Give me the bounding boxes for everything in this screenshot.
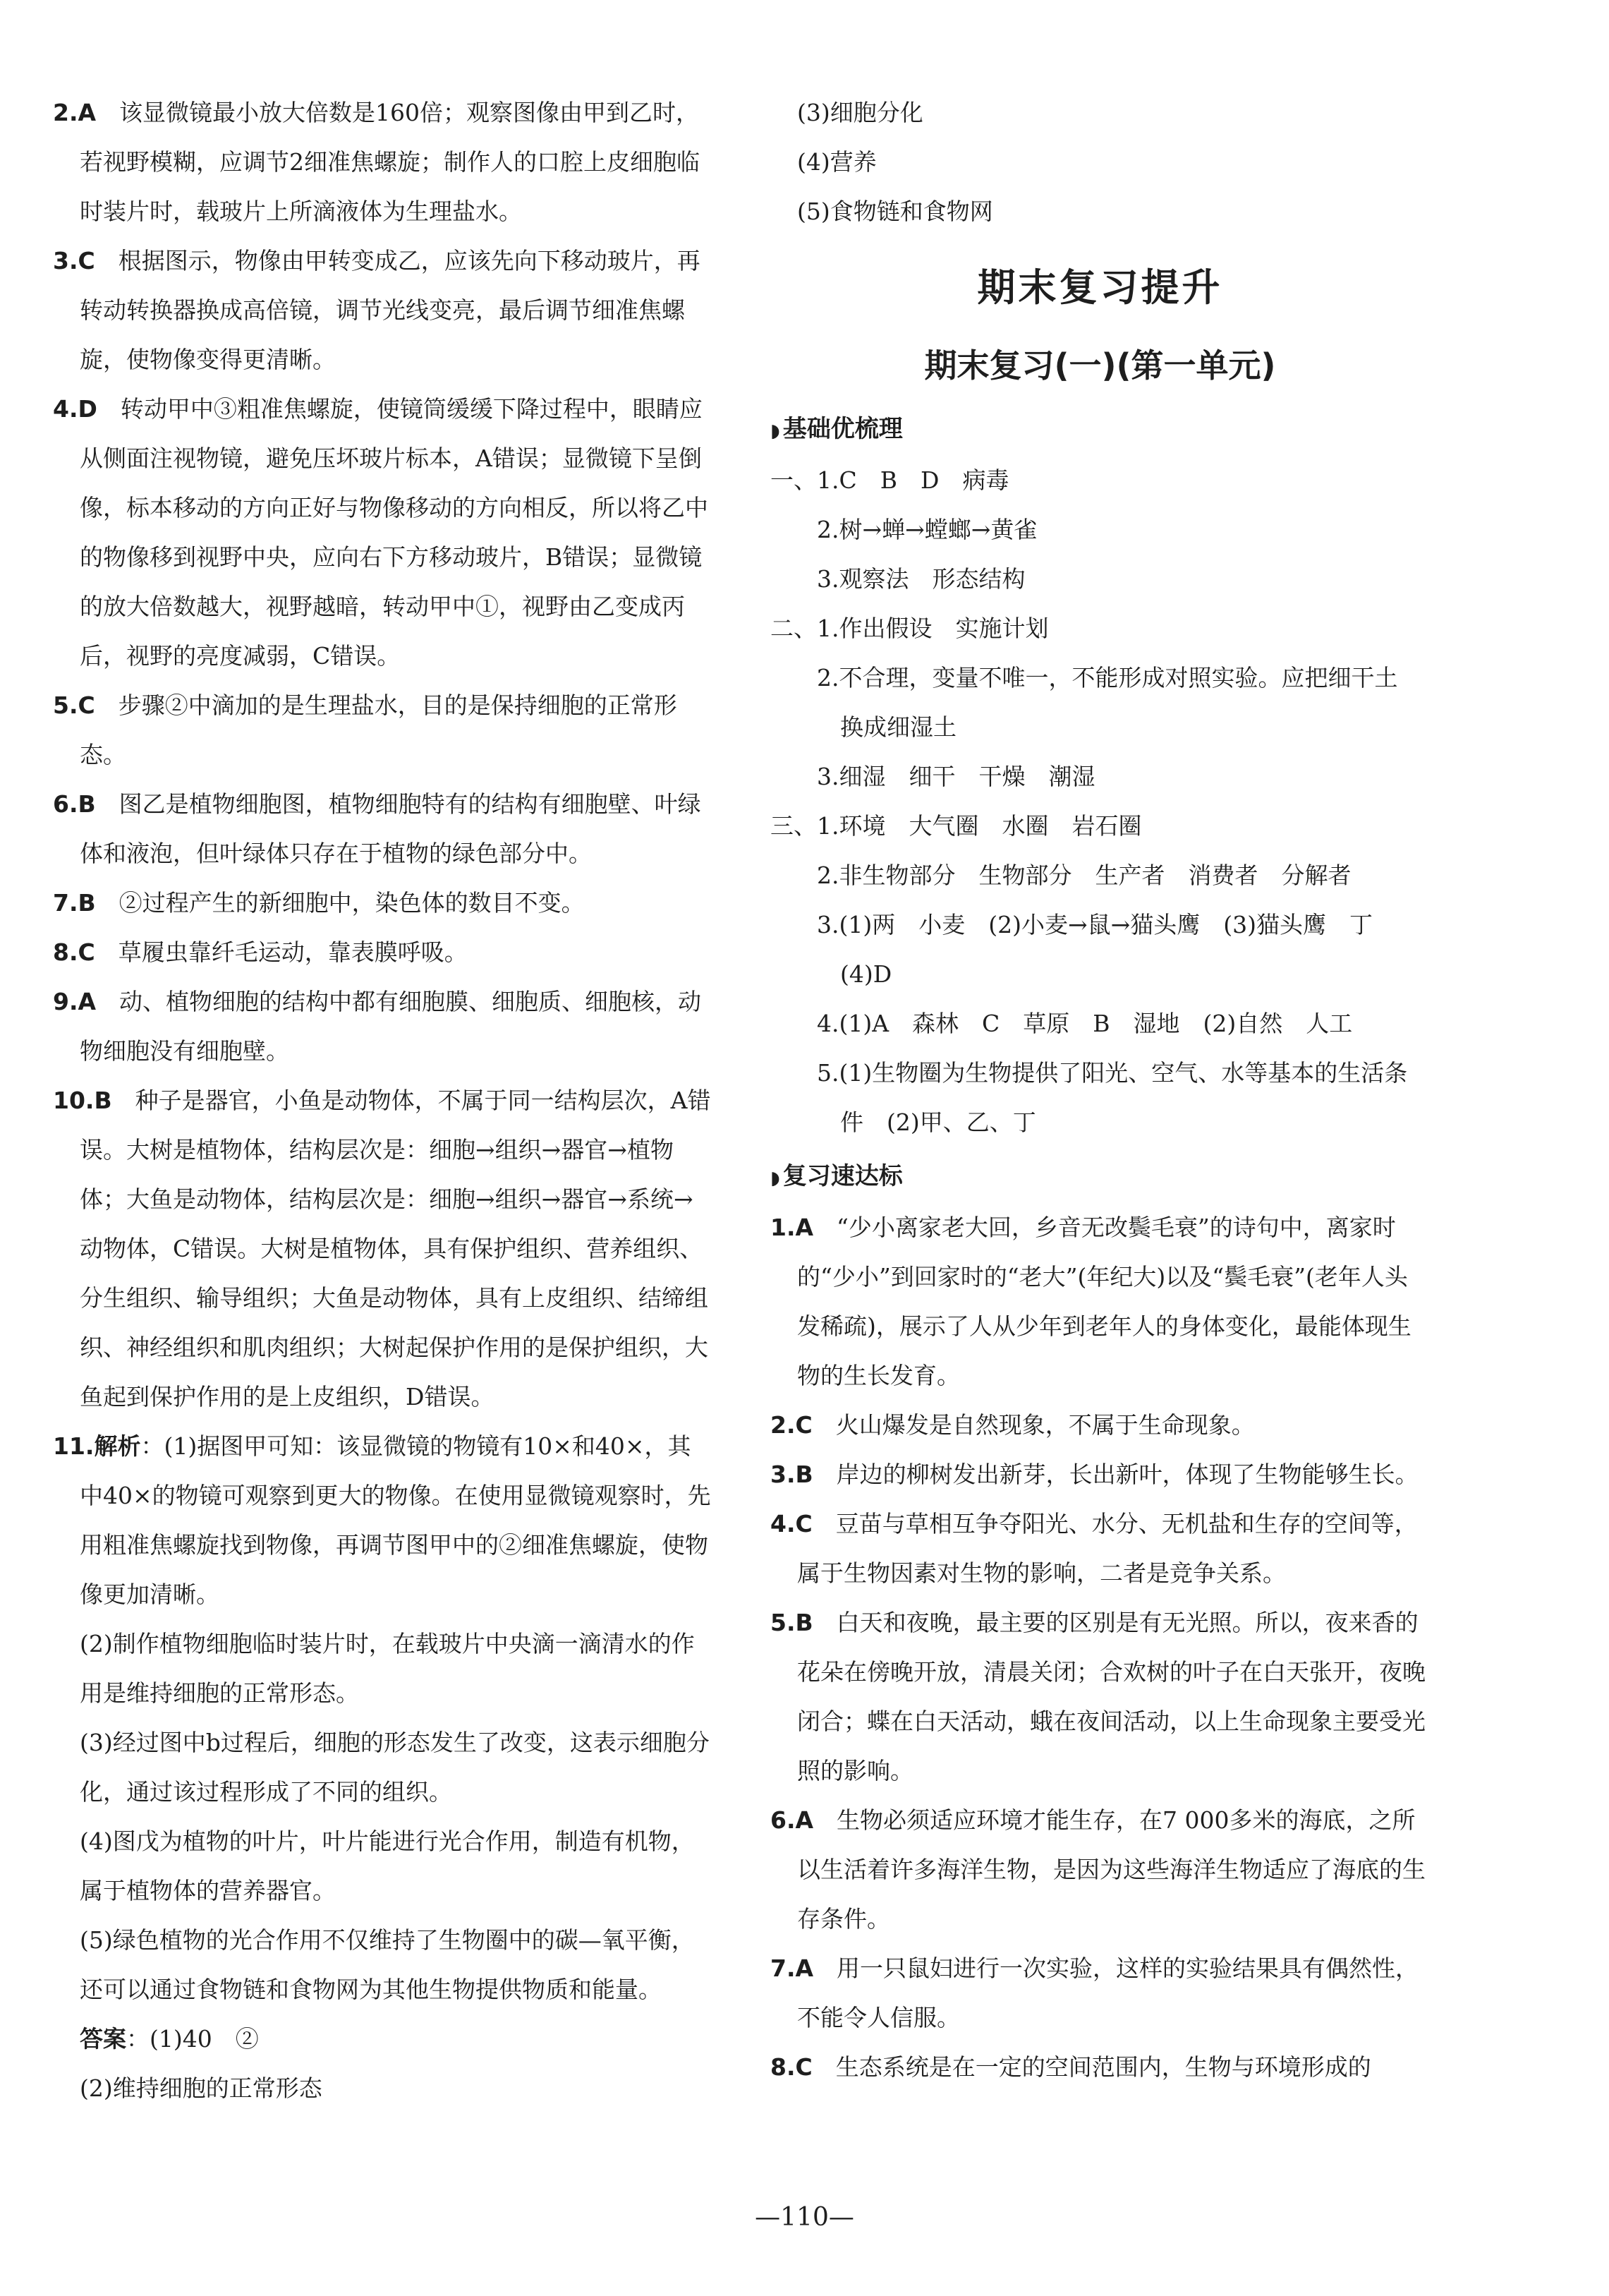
answer-item: 7.A 用一只鼠妇进行一次实验，这样的实验结果具有偶然性，不能令人信服。 — [770, 1954, 1419, 2031]
answer-item: 7.B ②过程产生的新细胞中，染色体的数目不变。 — [53, 889, 585, 917]
page-number: —110— — [755, 2203, 854, 2232]
answer-item: 6.B 图乙是植物细胞图，植物细胞特有的结构有细胞壁、叶绿体和液泡，但叶绿体只存在于植物的绿色部分中。 — [53, 790, 701, 867]
answer-item: 10.B 种子是器官，小鱼是动物体，不属于同一结构层次，A错误。大树是植物体，结构层次是：细胞→组织→器官→植物体；大鱼是动物体，结构层次是：细胞→组织→器官→系统→动物体，C错误。大树是植物体，具有保护组织、营养组织、分生组织、输导组织；大鱼是动物体，具有上皮组织、结缔组织、神经组织和肌肉组织；大树起保护作用的是保护组织，大鱼起到保护作用的是上皮组织，D错误。 — [53, 1087, 711, 1410]
review-line: 三、1.环境 大气圈 水圈 岩石圈 — [770, 812, 1142, 840]
answer-item: 9.A 动、植物细胞的结构中都有细胞膜、细胞质、细胞核，动物细胞没有细胞壁。 — [53, 988, 702, 1065]
review-line: 2.树→蝉→螳螂→黄雀 — [770, 516, 1038, 543]
review-line: 2.不合理，变量不唯一，不能形成对照实验。应把细干土 — [770, 664, 1398, 691]
review-line: 二、1.作出假设 实施计划 — [770, 615, 1049, 642]
review-line: 3.观察法 形态结构 — [770, 565, 1026, 593]
answer-item: 1.A “少小离家老大回，乡音无改鬓毛衰”的诗句中，离家时的“少小”到回家时的“老大”(年纪大)以及“鬓毛衰”(老年人头发稀疏)，展示了人从少年到老年人的身体变化，最能体现生物的生长发育。 — [770, 1214, 1411, 1389]
answer-item: 6.A 生物必须适应环境才能生存，在7 000多米的海底，之所以生活着许多海洋生物，是因为这些海洋生物适应了海底的生存条件。 — [770, 1806, 1426, 1933]
continued-line: (3)细胞分化 — [797, 99, 923, 126]
review-line: 2.非生物部分 生物部分 生产者 消费者 分解者 — [770, 862, 1352, 889]
answer-line: 答案：(1)40 ② — [80, 2025, 259, 2053]
answer-item: 5.C 步骤②中滴加的是生理盐水，目的是保持细胞的正常形态。 — [53, 691, 677, 768]
review-line: (4)D — [770, 960, 892, 988]
continued-line: (5)食物链和食物网 — [797, 198, 993, 225]
section-heading: ◗ 复习速达标 — [770, 1162, 903, 1190]
answer-item: 2.C 火山爆发是自然现象，不属于生命现象。 — [770, 1411, 1255, 1439]
answer-item: 8.C 草履虫靠纤毛运动，靠表膜呼吸。 — [53, 938, 468, 966]
answer-item: 3.C 根据图示，物像由甲转变成乙，应该先向下移动玻片，再转动转换器换成高倍镜，调节光线变亮，最后调节细准焦螺旋，使物像变得更清晰。 — [53, 247, 700, 373]
review-line: 4.(1)A 森林 C 草原 B 湿地 (2)自然 人工 — [770, 1010, 1353, 1037]
answer-item: 2.A 该显微镜最小放大倍数是160倍；观察图像由甲到乙时，若视野模糊，应调节2细准焦螺旋；制作人的口腔上皮细胞临时装片时，载玻片上所滴液体为生理盐水。 — [53, 99, 700, 225]
analysis-paragraph: (3)经过图中b过程后，细胞的形态发生了改变，这表示细胞分化，通过该过程形成了不同的组织。 — [80, 1729, 710, 1806]
review-line: 件 (2)甲、乙、丁 — [770, 1108, 1036, 1136]
section-heading: ◗ 基础优梳理 — [770, 415, 903, 443]
answer-item: 8.C 生态系统是在一定的空间范围内，生物与环境形成的 — [770, 2053, 1371, 2081]
answer-item: 5.B 白天和夜晚，最主要的区别是有无光照。所以，夜来香的花朵在傍晚开放，清晨关闭；合欢树的叶子在白天张开，夜晚闭合；蝶在白天活动，蛾在夜间活动，以上生命现象主要受光照的影响。 — [770, 1609, 1426, 1784]
analysis-paragraph: (5)绿色植物的光合作用不仅维持了生物圈中的碳—氧平衡，还可以通过食物链和食物网为其他生物提供物质和能量。 — [80, 1926, 695, 2003]
analysis-paragraph: 11.解析：(1)据图甲可知：该显微镜的物镜有10×和40×，其中40×的物镜可观察到更大的物像。在使用显微镜观察时，先用粗准焦螺旋找到物像，再调节图甲中的②细准焦螺旋，使物像更加清晰。 — [53, 1432, 711, 1608]
answer-item-11 — [53, 1422, 712, 2113]
review-line: 5.(1)生物圈为生物提供了阳光、空气、水等基本的生活条 — [770, 1059, 1408, 1087]
major-title: 期末复习提升 — [977, 265, 1223, 310]
answer-line: (2)维持细胞的正常形态 — [80, 2074, 322, 2102]
analysis-paragraph: (4)图戊为植物的叶片，叶片能进行光合作用，制造有机物，属于植物体的营养器官。 — [80, 1827, 695, 1904]
review-line: 一、1.C B D 病毒 — [770, 466, 1009, 494]
answer-item: 4.D 转动甲中③粗准焦螺旋，使镜筒缓缓下降过程中，眼睛应从侧面注视物镜，避免压坏玻片标本，A错误；显微镜下呈倒像，标本移动的方向正好与物像移动的方向相反，所以将乙中的物像移到视野中央，应向右下方移动玻片，B错误；显微镜的放大倍数越大，视野越暗，转动甲中①，视野由乙变成丙后，视野的亮度减弱，C错误。 — [53, 395, 708, 670]
continued-line: (4)营养 — [797, 148, 877, 176]
review-line: 换成细湿土 — [770, 713, 957, 741]
triangle-bullet-icon: ◗ — [770, 1168, 780, 1189]
answer-item: 4.C 豆苗与草相互争夺阳光、水分、无机盐和生存的空间等，属于生物因素对生物的影响，二者是竞争关系。 — [770, 1510, 1418, 1587]
review-line: 3.细湿 细干 干燥 潮湿 — [770, 763, 1095, 790]
answer-item: 3.B 岸边的柳树发出新芽，长出新叶，体现了生物能够生长。 — [770, 1461, 1419, 1488]
analysis-paragraph: (2)制作植物细胞临时装片时，在载玻片中央滴一滴清水的作用是维持细胞的正常形态。 — [80, 1630, 695, 1707]
review-line: 3.(1)两 小麦 (2)小麦→鼠→猫头鹰 (3)猫头鹰 丁 — [770, 911, 1373, 938]
right-column — [770, 88, 1430, 2092]
left-column — [53, 88, 712, 2113]
unit-title: 期末复习(一)(第一单元) — [924, 346, 1276, 385]
triangle-bullet-icon: ◗ — [770, 421, 780, 442]
